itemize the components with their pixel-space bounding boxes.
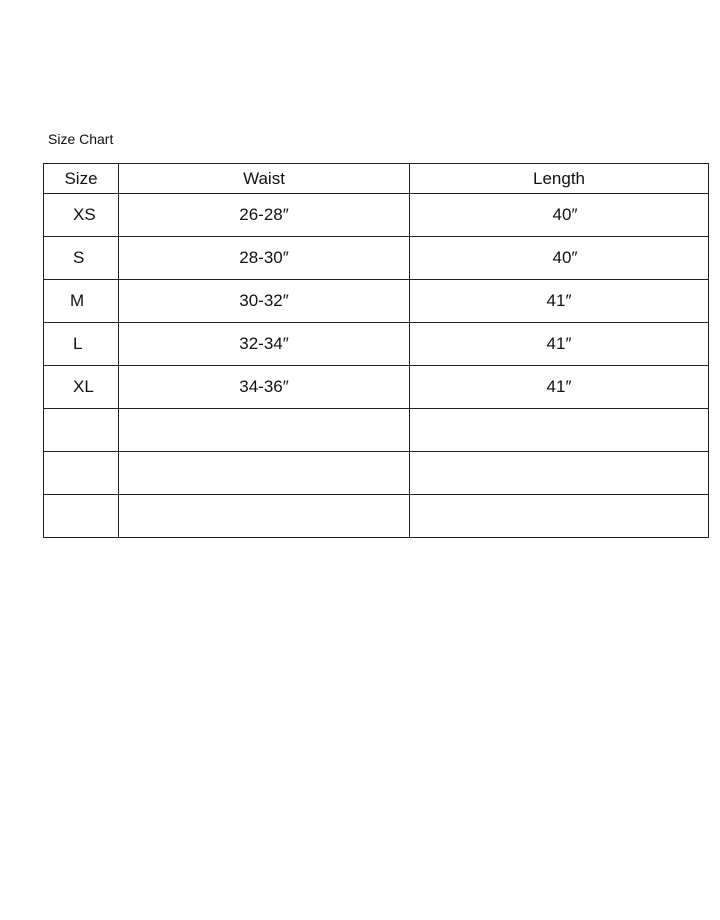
length-cell [410, 495, 709, 538]
size-cell [44, 452, 119, 495]
waist-cell: 30-32″ [119, 280, 410, 323]
page-title: Size Chart [48, 131, 114, 147]
table-row [44, 409, 709, 452]
waist-cell: 32-34″ [119, 323, 410, 366]
waist-cell: 28-30″ [119, 237, 410, 280]
table-row [44, 452, 709, 495]
size-cell: XS [44, 194, 119, 237]
table-row [44, 237, 709, 280]
waist-cell: 34-36″ [119, 366, 410, 409]
table-row [44, 323, 709, 366]
header-size: Size [44, 164, 119, 194]
length-cell [410, 452, 709, 495]
size-cell: L [44, 323, 119, 366]
length-cell [410, 409, 709, 452]
waist-cell: 26-28″ [119, 194, 410, 237]
size-cell: M [44, 280, 119, 323]
table-row [44, 194, 709, 237]
waist-cell [119, 452, 410, 495]
header-length: Length [410, 164, 709, 194]
table-header-row [44, 164, 709, 194]
table-row [44, 280, 709, 323]
length-cell: 41″ [410, 280, 709, 323]
size-cell [44, 495, 119, 538]
length-cell: 40″ [410, 237, 709, 280]
size-cell [44, 409, 119, 452]
header-waist: Waist [119, 164, 410, 194]
size-cell: S [44, 237, 119, 280]
length-cell: 40″ [410, 194, 709, 237]
size-cell: XL [44, 366, 119, 409]
waist-cell [119, 409, 410, 452]
waist-cell [119, 495, 410, 538]
size-chart-table [43, 163, 709, 538]
table-row [44, 495, 709, 538]
length-cell: 41″ [410, 366, 709, 409]
length-cell: 41″ [410, 323, 709, 366]
table-row [44, 366, 709, 409]
